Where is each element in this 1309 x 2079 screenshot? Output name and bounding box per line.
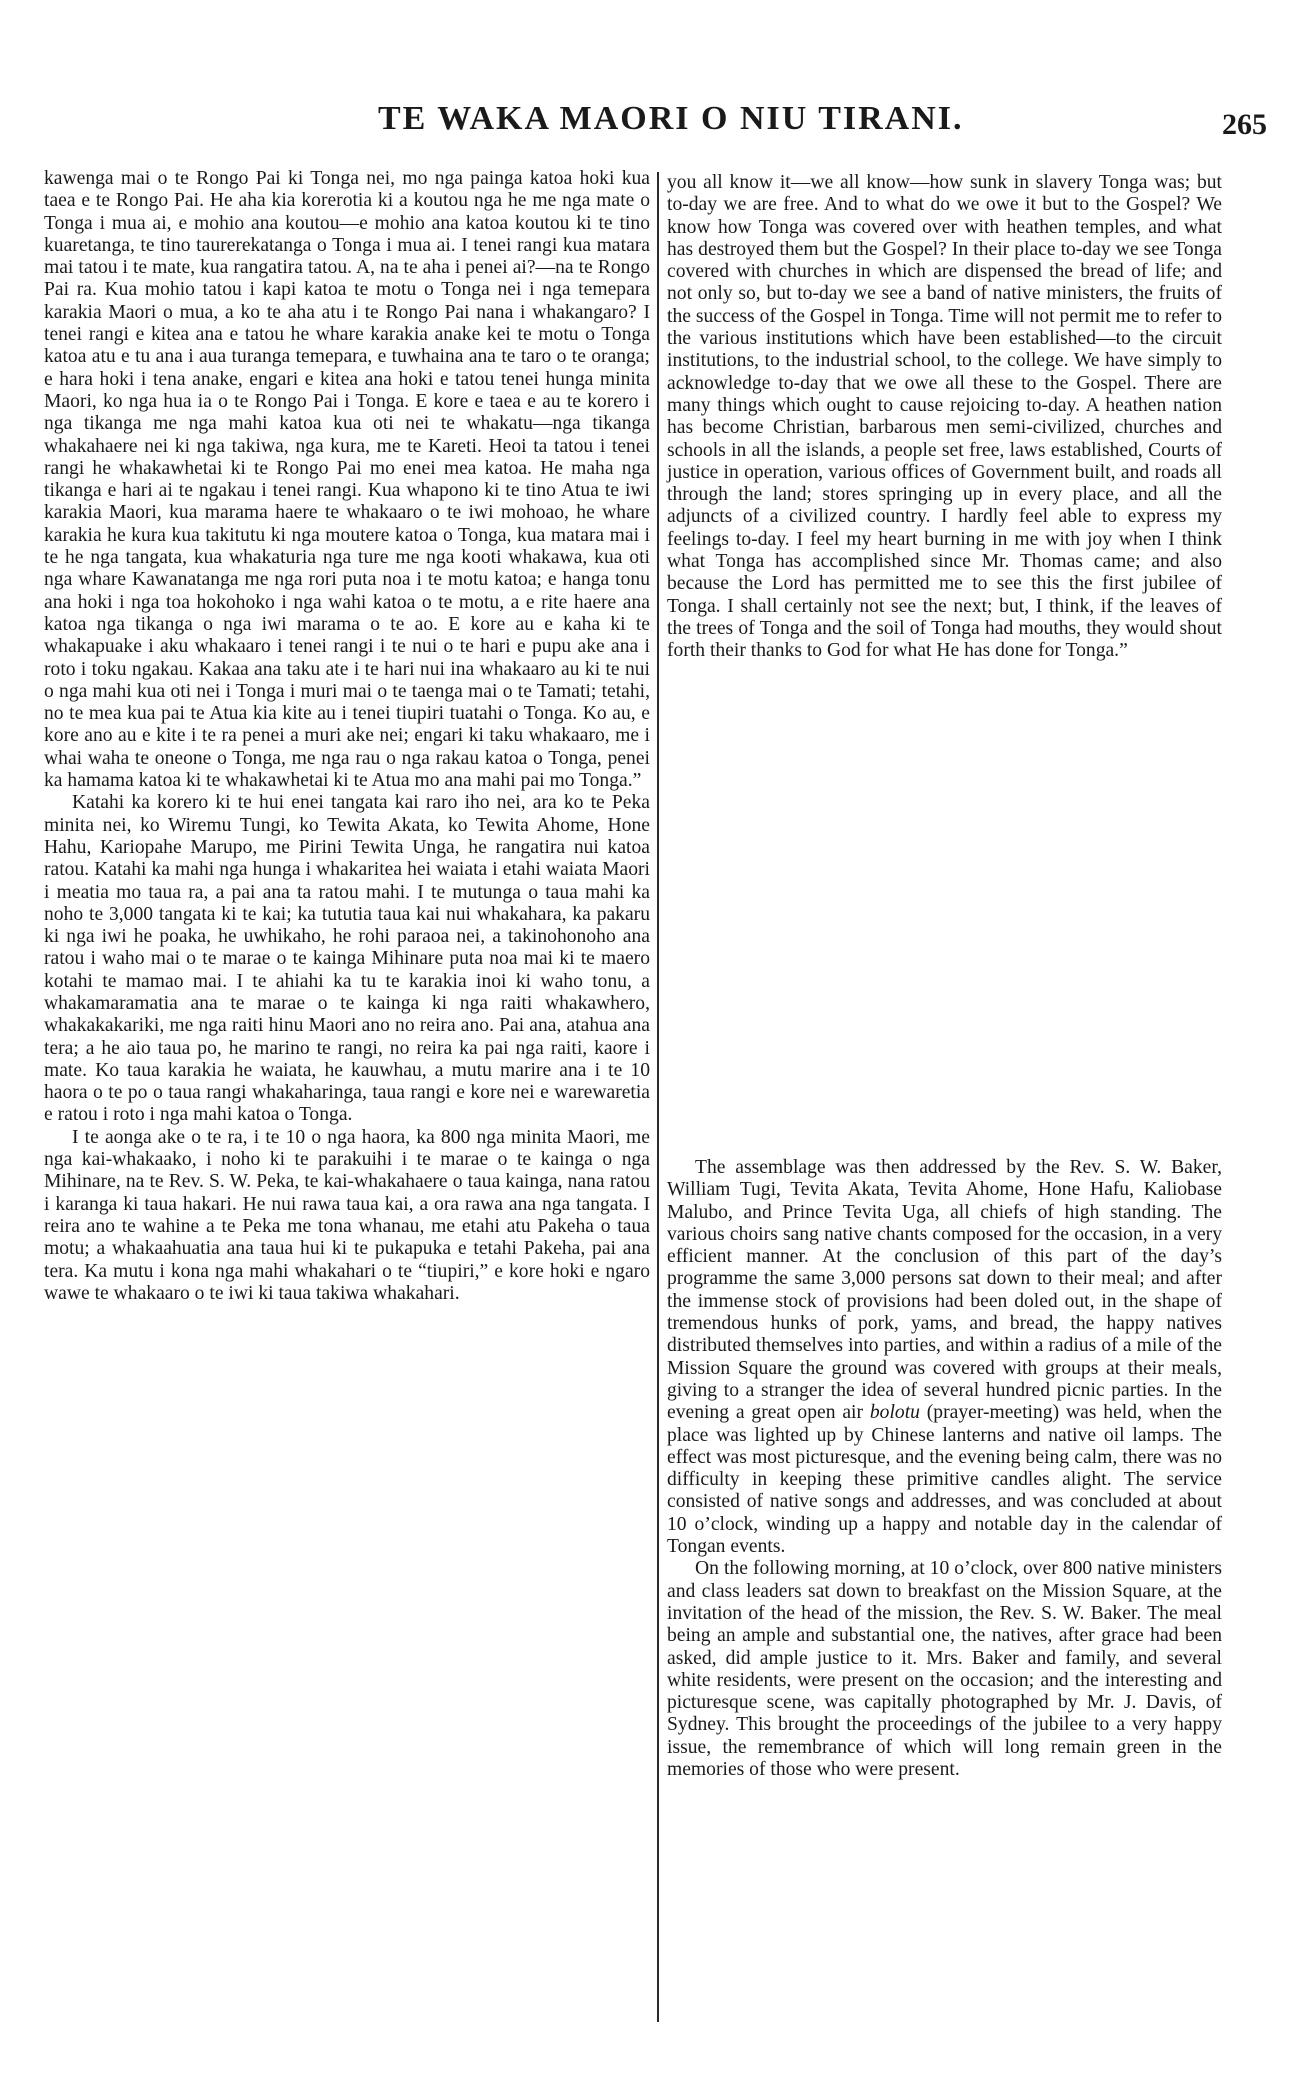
page-number: 265: [1222, 108, 1267, 141]
paragraph-text: The assemblage was then addressed by the Rev. S. W. Baker, William Tugi, Tevita Akata, Tevita Ahome, Hone Hafu, Kaliobase Malubo, and Prince Tevita Uga, all chiefs of high standing. The various choirs sang native chants composed for the occasion, in a very efficient manner. At the conclusion of this part of the day’s programme the same 3,000 persons sat down to their meal; and after the immense stock of provisions had been doled out, in the shape of tremendous hunks of pork, yams, and bread, the happy natives distributed themselves into parties, and within a radius of a mile of the Mission Square the ground was covered with groups at their meals, giving to a stranger the idea of several hundred picnic parties. In the evening a great open air: [667, 1157, 1222, 1424]
english-paragraph: On the following morning, at 10 o’clock, over 800 native ministers and class leaders sat down to breakfast on the Mission Square, at the invitation of the head of the mission, the Rev. S. W. Baker. The meal being an ample and substantial one, the natives, after grace had been asked, did ample justice to it. Mrs. Baker and family, and several white residents, were present on the occasion; and the interesting and picturesque scene, was capitally photographed by Mr. J. Davis, of Sydney. This brought the proceedings of the jubilee to a very happy issue, the remembrance of which will long remain green in the memories of those who were present.: [667, 1558, 1222, 1781]
page-header: [0, 100, 1309, 150]
italic-term: bolotu: [869, 1402, 920, 1424]
english-text-column-top: [667, 172, 1222, 663]
page-title: TE WAKA MAORI O NIU TIRANI.: [378, 100, 964, 137]
maori-paragraph: kawenga mai o te Rongo Pai ki Tonga nei, mo nga painga katoa hoki kua taea e te Rongo Pai. He aha kia korerotia ki a koutou nga he me nga mate o Tonga i mua ai, e mohio ana koutou—e mohio ana katoa koutou ki te tino kuaretanga, te tino taurerekatanga o Tonga i mua ai. I tenei rangi kua matara mai tatou i te mate, kua rangatira tatou. A, na te aha i penei ai?—na te Rongo Pai ra. Kua mohio tatou i kapi katoa te motu o Tonga nei i nga temepara karakia Maori o mua, a ko te aha atu i te Rongo Pai nana i whakangaro? I tenei rangi e kitea ana e tatou he whare karakia anake kei te motu o Tonga katoa atu e tu ana i aua turanga temepara, e tuwhaina ana te taro o te oranga; e hara hoki i tena anake, engari e kitea ana hoki e tatou tenei hunga minita Maori, ko nga hua ia o te Rongo Pai i Tonga. E kore e taea e au te korero i nga tikanga me nga mahi katoa kua oti nei te whakatu—nga tikanga whakahaere nei ki nga takiwa, nga kura, me te Kareti. Heoi ta tatou i tenei rangi he whakawhetai ki te Rongo Pai mo enei mea katoa. He maha nga tikanga e hari ai te ngakau i tenei rangi. Kua whapono ki te tino Atua te iwi karakia Maori, kua marama haere te whakaaro o te iwi mohoao, he whare karakia he kura kua takitutu ki nga moutere katoa o Tonga, kua matara mai i te he nga tangata, kua whakaturia nga ture me nga kooti whakawa, kua oti nga whare Kawanatanga me nga rori puta noa i te motu katoa; e hanga tonu ana hoki i nga toa hokohoko i nga wahi katoa o te motu, a e rite haere ana katoa nga tikanga o nga iwi marama o te ao. E kore au e kaha ki te whakapuake i aku whakaaro i tenei rangi i te nui o te hari e pupu ake ana i roto i toku ngakau. Kakaa ana taku ate i te hari nui ina whakaaro au ki te nui o nga mahi kua oti nei i Tonga i muri mai o te taenga mai o te Tamati; tetahi, no te mea kua pai te Atua kia kite au i tenei tiupiri tuatahi o Tonga. Ko au, e kore ano au e kite i te ra penei a muri ake nei; engari ki taku whakaaro, me i whai waha te oneone o Tonga, me nga rau o nga rakau katoa o Tonga, penei ka hamama katoa ki te whakawhetai ki te Atua mo ana mahi pai mo Tonga.”: [44, 168, 650, 792]
column-divider: [657, 172, 659, 2022]
maori-text-column: [44, 168, 650, 1305]
english-paragraph: [667, 1157, 1222, 1558]
maori-paragraph: I te aonga ake o te ra, i te 10 o nga haora, ka 800 nga minita Maori, me nga kai-whakaako, i noho ki te parakuihi i te marae o te kainga o nga Mihinare, na te Rev. S. W. Peka, te kai-whakahaere o taua kainga, nana ratou i karanga ki taua hakari. He nui rawa taua kai, a ora rawa ana nga tangata. I reira ano te wahine a te Peka me tona whanau, me etahi atu Pakeha o taua motu; a whakaahuatia ana taua hui ki te pukapuka e tetahi Pakeha, pai ana tera. Ka mutu i kona nga mahi whakahari o te “tiupiri,” e kore hoki e ngaro wawe te whakaaro o te iwi ki taua takiwa whakahari.: [44, 1126, 650, 1304]
paragraph-text: (prayer-meeting) was held, when the place was lighted up by Chinese lanterns and native oil lamps. The effect was most picturesque, and the evening being calm, there was no difficulty in keeping these primitive candles alight. The service consisted of native songs and addresses, and was concluded at about 10 o’clock, winding up a happy and notable day in the calendar of Tongan events.: [667, 1402, 1222, 1558]
english-paragraph: you all know it—we all know—how sunk in slavery Tonga was; but to-day we are free. And to what do we owe it but to the Gospel? We know how Tonga was covered over with heathen temples, and what has destroyed them but the Gospel? In their place to-day we see Tonga covered with churches in which are dispensed the bread of life; and not only so, but to-day we see a band of native ministers, the fruits of the success of the Gospel in Tonga. Time will not permit me to refer to the various institutions which have been established—to the circuit institutions, to the industrial school, to the college. We have simply to acknowledge to-day that we owe all these to the Gospel. There are many things which ought to cause rejoicing to-day. A heathen nation has become Christian, barbarous men semi-civilized, churches and schools in all the islands, a people set free, laws established, Courts of justice in operation, various offices of Government built, and roads all through the land; stores springing up in every place, and all the adjuncts of a civilized country. I hardly feel able to express my feelings to-day. I feel my heart burning in me with joy when I think what Tonga has accomplished since Mr. Thomas came; and also because the Lord has permitted me to see this the first jubilee of Tonga. I shall certainly not see the next; but, I think, if the leaves of the trees of Tonga and the soil of Tonga had mouths, they would shout forth their thanks to God for what He has done for Tonga.”: [667, 172, 1222, 662]
maori-paragraph: Katahi ka korero ki te hui enei tangata kai raro iho nei, ara ko te Peka minita nei, ko Wiremu Tungi, ko Tewita Akata, ko Tewita Ahome, Hone Hahu, Kariopahe Marupo, me Pirini Tewita Unga, he rangatira nui katoa ratou. Katahi ka mahi nga hunga i whakaritea hei waiata i etahi waiata Maori i meatia mo taua ra, a pai ana ta ratou mahi. I te mutunga o taua mahi ka noho te 3,000 tangata ki te kai; ka tututia taua kai nui whakahara, ka pakaru ki nga iwi he poaka, he uwhikaho, he rohi paraoa nei, a takinohonoho ana ratou i waho mai o te marae o te kainga Mihinare puta noa mai ki te maero kotahi te mamao mai. I te ahiahi ka tu te karakia inoi ki waho tonu, a whakamaramatia ana te marae o te kainga ki nga raiti whakawhero, whakakakariki, me nga raiti hinu Maori ano no reira ano. Pai ana, atahua ana tera; a he aio taua po, he marino te rangi, no reira ka pai nga raiti, kaore i mate. Ko taua karakia he waiata, he kauwhau, a mutu marire ana i te 10 haora o te po o taua rangi whakaharinga, taua rangi e kore nei e warewaretia e ratou i roto i nga mahi katoa o Tonga.: [44, 792, 650, 1126]
english-text-column-bottom: [667, 1157, 1222, 1781]
